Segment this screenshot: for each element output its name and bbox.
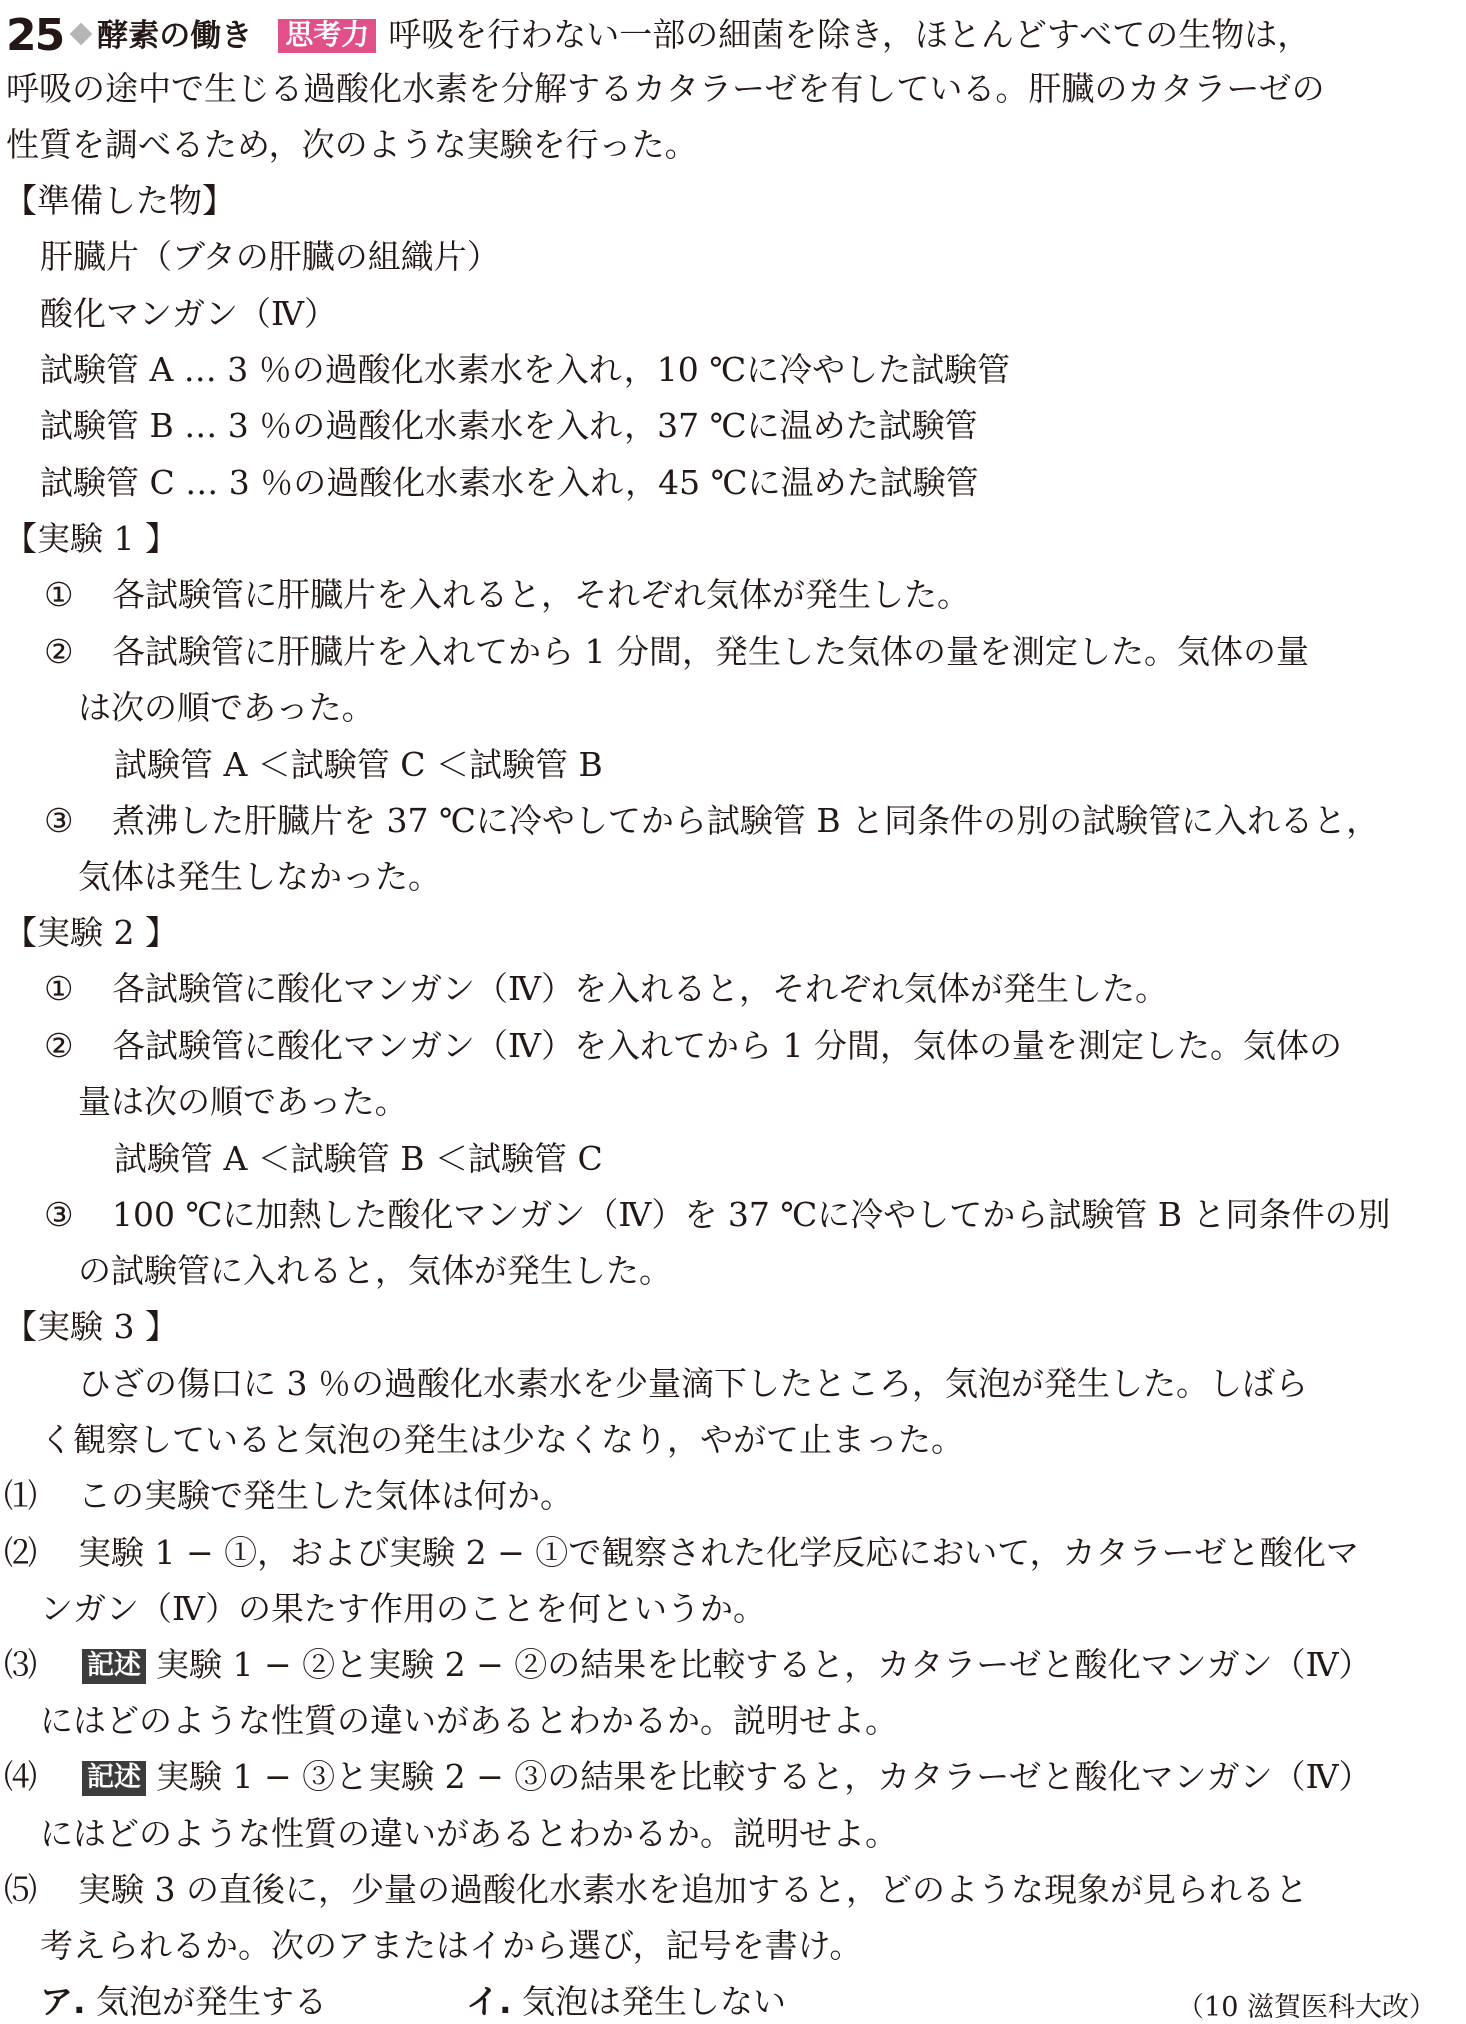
material-item: 試験管 A … 3 ％の過酸化水素水を入れ，10 ℃に冷やした試験管	[40, 350, 1011, 389]
question-number: ⑶	[4, 1645, 37, 1684]
exp2-step-1	[44, 969, 1168, 1008]
exp1-step-1	[44, 575, 970, 614]
step-marker: ②	[44, 1026, 74, 1065]
exp3-heading: 【実験 3 】	[4, 1307, 178, 1346]
choice-label: ア.	[40, 1982, 86, 2021]
question-text: 実験 1 − ②と実験 2 − ②の結果を比較すると，カタラーゼと酸化マンガン（Ⅳ）	[156, 1645, 1372, 1684]
exp2-step-3-cont: の試験管に入れると，気体が発生した。	[78, 1251, 672, 1290]
step-text: 煮沸した肝臓片を 37 ℃に冷やしてから試験管 B と同条件の別の試験管に入れると，	[112, 801, 1380, 840]
question-2-cont: ンガン（Ⅳ）の果たす作用のことを何というか。	[40, 1589, 766, 1628]
question-number: ⑵	[4, 1533, 37, 1572]
question-text: 実験 1 − ①，および実験 2 − ①で観察された化学反応において，カタラーゼと酸化マ	[78, 1533, 1359, 1572]
question-3-cont: にはどのような性質の違いがあるとわかるか。説明せよ。	[40, 1701, 898, 1740]
exp1-order: 試験管 A ＜試験管 C ＜試験管 B	[114, 745, 603, 784]
material-item: 試験管 C … 3 ％の過酸化水素水を入れ，45 ℃に温めた試験管	[40, 463, 979, 502]
exp1-step-2-cont: は次の順であった。	[78, 688, 375, 727]
write-badge: 記述	[82, 1761, 146, 1796]
question-4	[4, 1757, 1372, 1796]
thinking-badge: 思考力	[278, 19, 376, 53]
exp2-step-2	[44, 1026, 1342, 1065]
step-text: 各試験管に肝臓片を入れると，それぞれ気体が発生した。	[112, 575, 970, 614]
step-text: 各試験管に肝臓片を入れてから 1 分間，発生した気体の量を測定した。気体の量	[112, 632, 1309, 671]
exp2-heading: 【実験 2 】	[4, 913, 178, 952]
question-5-cont: 考えられるか。次のアまたはイから選び，記号を書け。	[40, 1926, 863, 1965]
step-marker: ①	[44, 575, 74, 614]
step-marker: ②	[44, 632, 74, 671]
diamond-icon	[70, 23, 93, 46]
step-marker: ③	[44, 801, 74, 840]
question-number: ⑷	[4, 1757, 37, 1796]
problem-number: 25	[6, 10, 64, 61]
intro-line-2: 呼吸の途中で生じる過酸化水素を分解するカタラーゼを有している。肝臓のカタラーゼの	[6, 69, 1325, 108]
question-1	[4, 1476, 573, 1515]
step-text: 100 ℃に加熱した酸化マンガン（Ⅳ）を 37 ℃に冷やしてから試験管 B と同条件の別	[112, 1195, 1391, 1234]
question-number: ⑴	[4, 1476, 37, 1515]
exp1-heading: 【実験 1 】	[4, 519, 178, 558]
write-badge: 記述	[82, 1649, 146, 1684]
step-text: 各試験管に酸化マンガン（Ⅳ）を入れると，それぞれ気体が発生した。	[112, 969, 1168, 1008]
choice-text: 気泡が発生する	[96, 1982, 328, 2021]
step-text: 各試験管に酸化マンガン（Ⅳ）を入れてから 1 分間，気体の量を測定した。気体の	[112, 1026, 1342, 1065]
exp1-step-3	[44, 801, 1380, 840]
intro-line-3: 性質を調べるため，次のような実験を行った。	[6, 125, 698, 164]
exp3-text-cont: く観察していると気泡の発生は少なくなり，やがて止まった。	[40, 1420, 964, 1459]
question-text: 実験 3 の直後に，少量の過酸化水素水を追加すると，どのような現象が見られると	[78, 1870, 1308, 1909]
question-4-cont: にはどのような性質の違いがあるとわかるか。説明せよ。	[40, 1814, 898, 1853]
question-number: ⑸	[4, 1870, 37, 1909]
question-3	[4, 1645, 1372, 1684]
problem-header	[6, 10, 1311, 61]
material-item: 試験管 B … 3 ％の過酸化水素水を入れ，37 ℃に温めた試験管	[40, 406, 978, 445]
exp3-text: ひざの傷口に 3 ％の過酸化水素水を少量滴下したところ，気泡が発生した。しばら	[78, 1364, 1308, 1403]
exp2-step-3	[44, 1195, 1391, 1234]
exp1-step-3-cont: 気体は発生しなかった。	[78, 857, 441, 896]
choice-label: イ.	[466, 1982, 512, 2021]
question-5	[4, 1870, 1308, 1909]
question-text: この実験で発生した気体は何か。	[78, 1476, 573, 1515]
choice-a	[40, 1982, 328, 2021]
question-text: 実験 1 − ③と実験 2 − ③の結果を比較すると，カタラーゼと酸化マンガン（Ⅳ）	[156, 1757, 1372, 1796]
problem-title: 酵素の働き	[97, 18, 253, 54]
exp1-step-2	[44, 632, 1309, 671]
step-marker: ③	[44, 1195, 74, 1234]
choice-b	[466, 1982, 787, 2021]
source-citation: （10 滋賀医科大改）	[1177, 1992, 1436, 2023]
material-item: 酸化マンガン（Ⅳ）	[40, 294, 337, 333]
intro-line-1: 呼吸を行わない一部の細菌を除き，ほとんどすべての生物は，	[388, 15, 1311, 54]
question-2	[4, 1533, 1359, 1572]
material-item: 肝臓片（ブタの肝臓の組織片）	[40, 237, 500, 276]
exp2-step-2-cont: 量は次の順であった。	[78, 1082, 408, 1121]
choice-text: 気泡は発生しない	[522, 1982, 787, 2021]
step-marker: ①	[44, 969, 74, 1008]
materials-heading: 【準備した物】	[4, 181, 235, 220]
exp2-order: 試験管 A ＜試験管 B ＜試験管 C	[114, 1139, 603, 1178]
